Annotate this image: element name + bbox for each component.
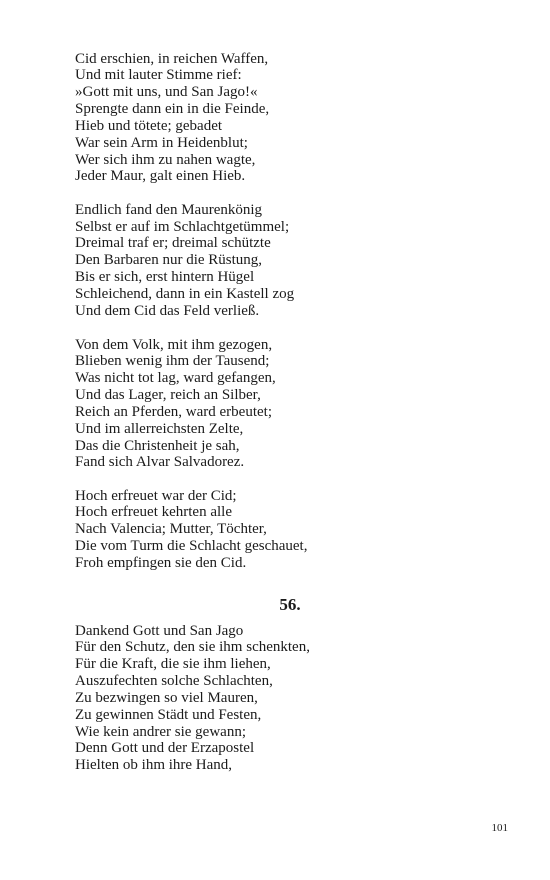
verse-line: Schleichend, dann in ein Kastell zog <box>75 286 295 303</box>
verse-line: Den Barbaren nur die Rüstung, <box>75 252 263 269</box>
verse-line: Auszufechten solche Schlachten, <box>75 673 273 690</box>
verse-line: Für den Schutz, den sie ihm schenkten, <box>75 639 310 656</box>
verse-line: Jeder Maur, galt einen Hieb. <box>75 168 246 185</box>
verse-line: Und das Lager, reich an Silber, <box>75 387 261 404</box>
verse-line: Hieb und tötete; gebadet <box>75 117 223 134</box>
verse-line: Fand sich Alvar Salvadorez. <box>75 454 245 471</box>
section-heading: 56. <box>279 595 301 614</box>
verse-line: Selbst er auf im Schlachtgetümmel; <box>75 218 290 235</box>
verse-line: Die vom Turm die Schlacht geschauet, <box>75 538 308 555</box>
verse-line: Für die Kraft, die sie ihm liehen, <box>75 656 271 673</box>
verse-line: Reich an Pferden, ward erbeutet; <box>75 403 272 420</box>
verse-line: Hoch erfreuet kehrten alle <box>75 504 232 521</box>
verse-line: Das die Christenheit je sah, <box>75 437 240 454</box>
verse-line: Und dem Cid das Feld verließ. <box>75 302 260 319</box>
verse-line: War sein Arm in Heidenblut; <box>75 134 248 151</box>
verse-line: Froh empfingen sie den Cid. <box>75 554 247 571</box>
verse-line: Dreimal traf er; dreimal schützte <box>75 235 271 252</box>
verse-line: Zu bezwingen so viel Mauren, <box>75 689 258 706</box>
verse-line: Denn Gott und der Erzapostel <box>75 740 255 757</box>
page-number: 101 <box>491 822 508 834</box>
verse-line: Wie kein andrer sie gewann; <box>75 723 246 740</box>
stanza <box>75 337 505 472</box>
verse-line: Cid erschien, in reichen Waffen, <box>75 50 269 67</box>
verse-line: Endlich fand den Maurenkönig <box>75 201 263 218</box>
verse-line: Bis er sich, erst hintern Hügel <box>75 269 255 286</box>
verse-line: Sprengte dann ein in die Feinde, <box>75 101 270 118</box>
verse-line: Hielten ob ihm ihre Hand, <box>75 757 233 774</box>
verse-line: Zu gewinnen Städt und Festen, <box>75 706 262 723</box>
verse-line: Was nicht tot lag, ward gefangen, <box>75 370 276 387</box>
verse-line: »Gott mit uns, und San Jago!« <box>75 84 258 101</box>
verse-line: Von dem Volk, mit ihm gezogen, <box>75 336 273 353</box>
stanza <box>75 51 505 186</box>
stanza <box>75 202 505 320</box>
verse-line: Und im allerreichsten Zelte, <box>75 420 244 437</box>
verse-line: Und mit lauter Stimme rief: <box>75 67 242 84</box>
verse-line: Dankend Gott und San Jago <box>75 622 244 639</box>
verse-line: Nach Valencia; Mutter, Töchter, <box>75 521 267 538</box>
stanza <box>75 488 505 572</box>
verse-line: Wer sich ihm zu nahen wagte, <box>75 151 256 168</box>
stanza <box>75 623 505 775</box>
verse-line: Hoch erfreuet war der Cid; <box>75 487 237 504</box>
verse-line: Blieben wenig ihm der Tausend; <box>75 353 270 370</box>
